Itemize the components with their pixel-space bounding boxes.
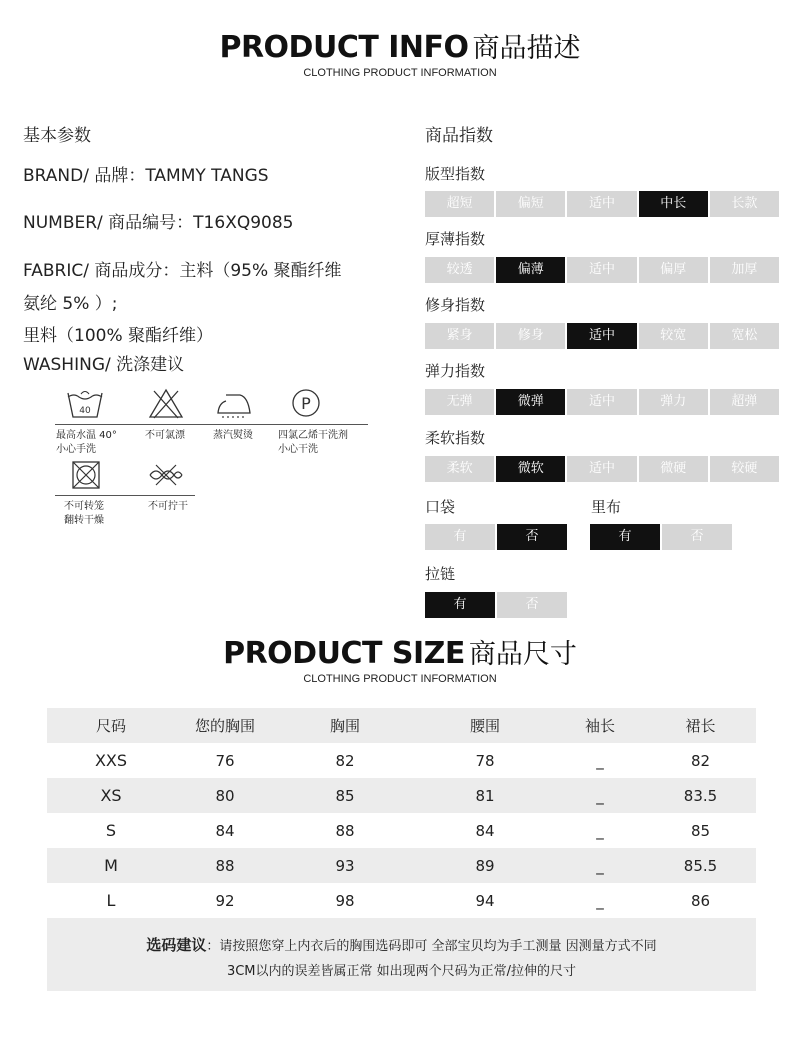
index-option: 微软 <box>496 456 567 482</box>
index-option: 否 <box>662 524 732 550</box>
index-option: 有 <box>425 524 497 550</box>
care-divider-2 <box>55 495 195 496</box>
index-option: 中长 <box>639 191 710 217</box>
zipper-title: 拉链 <box>425 565 456 583</box>
svg-text:P: P <box>301 394 311 413</box>
care-label-no-wring: 不可拧干 <box>148 501 188 512</box>
index-option: 微弹 <box>496 389 567 415</box>
table-row <box>47 778 756 813</box>
table-cell: 82 <box>690 751 711 770</box>
info-heading-title: PRODUCT INFO <box>219 30 469 65</box>
index-option: 否 <box>497 524 567 550</box>
table-cell: 88 <box>215 856 235 875</box>
care-label-wash: 最高水温 40° 小心手洗 <box>56 430 117 455</box>
index-option: 否 <box>497 592 567 618</box>
index-option: 紧身 <box>425 323 496 349</box>
index-option: 适中 <box>567 456 638 482</box>
index-bar-softness <box>425 456 779 482</box>
care-label-dry-clean: 四氯乙烯干洗剂 小心干洗 <box>278 430 348 455</box>
size-label-cell: XXS <box>94 751 128 770</box>
care-label-no-tumble: 不可转笼 翻转干燥 <box>64 501 104 526</box>
size-heading <box>0 632 800 685</box>
svg-text:40: 40 <box>79 406 91 416</box>
index-option: 微硬 <box>639 456 710 482</box>
table-cell: 82 <box>335 751 355 770</box>
size-advice <box>47 918 756 991</box>
table-cell: 78 <box>475 751 495 770</box>
table-cell: 84 <box>475 821 495 840</box>
size-advice-line-1 <box>47 934 756 955</box>
table-cell: 85 <box>690 821 711 840</box>
lining-bar <box>590 524 732 550</box>
number-text: NUMBER/ 商品编号：T16XQ9085 <box>23 213 294 233</box>
size-heading-cn: 商品尺寸 <box>468 639 577 670</box>
table-row <box>47 883 756 918</box>
index-bar-thickness <box>425 257 779 283</box>
index-option: 有 <box>590 524 662 550</box>
wash-40-icon <box>65 387 105 421</box>
size-advice-text-2: 3CM以内的误差皆属正常 如出现两个尺码为正常/拉伸的尺寸 <box>226 964 577 979</box>
brand-text: BRAND/ 品牌：TAMMY TANGS <box>23 166 269 186</box>
index-option: 柔软 <box>425 456 496 482</box>
care-label-steam: 蒸汽熨烫 <box>213 430 253 441</box>
index-option: 适中 <box>567 389 638 415</box>
zipper-bar <box>425 592 567 618</box>
index-option: 较硬 <box>710 456 779 482</box>
index-name-softness: 柔软指数 <box>425 429 486 447</box>
table-cell: 85 <box>335 786 355 805</box>
index-name-fit: 修身指数 <box>425 296 486 314</box>
no-tumble-dry-icon <box>65 459 105 493</box>
header-cell: 尺码 <box>95 717 126 735</box>
header-cell: 裙长 <box>685 717 716 735</box>
index-option: 弹力 <box>639 389 710 415</box>
table-row <box>47 813 756 848</box>
size-label-cell: M <box>104 856 118 875</box>
table-cell: _ <box>596 891 604 910</box>
table-cell: 89 <box>475 856 495 875</box>
index-bar-elasticity <box>425 389 779 415</box>
index-option: 超短 <box>425 191 496 217</box>
table-cell: _ <box>596 856 604 875</box>
table-cell: 81 <box>475 786 495 805</box>
index-option: 偏薄 <box>496 257 567 283</box>
info-heading-cn: 商品描述 <box>472 33 581 64</box>
basic-title: 基本参数 <box>23 126 91 146</box>
no-wring-icon <box>146 459 186 493</box>
index-option: 较宽 <box>639 323 710 349</box>
index-option: 加厚 <box>710 257 779 283</box>
index-option: 偏短 <box>496 191 567 217</box>
size-heading-title: PRODUCT SIZE <box>223 636 465 671</box>
index-name-thickness: 厚薄指数 <box>425 230 486 248</box>
size-table <box>47 708 756 918</box>
index-option: 有 <box>425 592 497 618</box>
table-cell: 76 <box>215 751 235 770</box>
table-cell: 85.5 <box>683 856 718 875</box>
index-option: 超弹 <box>710 389 779 415</box>
size-table-header <box>47 708 756 743</box>
care-label-no-bleach: 不可氯漂 <box>145 430 185 441</box>
pocket-title: 口袋 <box>425 498 456 516</box>
index-option: 长款 <box>710 191 779 217</box>
table-cell: 83.5 <box>683 786 718 805</box>
table-cell: 92 <box>215 891 235 910</box>
steam-iron-icon <box>214 387 254 421</box>
index-bar-length <box>425 191 779 217</box>
index-option: 适中 <box>567 257 638 283</box>
dry-clean-p-icon <box>286 387 326 421</box>
index-option: 适中 <box>567 323 638 349</box>
header-cell: 袖长 <box>584 717 615 735</box>
size-label-cell: XS <box>100 786 122 805</box>
size-advice-label: 选码建议 <box>146 936 207 954</box>
fabric-text-2: 氨纶 5% ）; <box>23 294 118 314</box>
index-option: 偏厚 <box>639 257 710 283</box>
size-advice-text-1: ：请按照您穿上内衣后的胸围选码即可 全部宝贝均为手工测量 因测量方式不同 <box>206 939 657 954</box>
table-row <box>47 743 756 778</box>
header-cell: 胸围 <box>329 717 360 735</box>
table-cell: 80 <box>215 786 235 805</box>
care-divider-1 <box>55 424 368 425</box>
index-option: 较透 <box>425 257 496 283</box>
pocket-bar <box>425 524 567 550</box>
index-option: 无弹 <box>425 389 496 415</box>
indices-title: 商品指数 <box>425 126 493 146</box>
index-option: 宽松 <box>710 323 779 349</box>
washing-title: WASHING/ 洗涤建议 <box>23 355 185 375</box>
info-heading <box>0 26 800 79</box>
table-cell: 88 <box>335 821 355 840</box>
table-cell: _ <box>596 786 604 805</box>
no-bleach-icon <box>146 387 186 421</box>
index-name-elasticity: 弹力指数 <box>425 362 486 380</box>
table-cell: 94 <box>475 891 495 910</box>
index-name-length: 版型指数 <box>425 165 486 183</box>
table-cell: 98 <box>335 891 355 910</box>
size-label-cell: L <box>106 891 116 910</box>
fabric-text-3: 里料（100% 聚酯纤维） <box>23 326 214 346</box>
index-option: 修身 <box>496 323 567 349</box>
info-heading-subtitle: CLOTHING PRODUCT INFORMATION <box>303 67 497 79</box>
fabric-text-1: FABRIC/ 商品成分：主料（95% 聚酯纤维 <box>23 261 342 281</box>
table-cell: _ <box>596 751 604 770</box>
table-cell: 93 <box>335 856 355 875</box>
size-heading-subtitle: CLOTHING PRODUCT INFORMATION <box>303 673 497 685</box>
header-cell: 您的胸围 <box>194 717 255 735</box>
index-option: 适中 <box>567 191 638 217</box>
table-row <box>47 848 756 883</box>
table-cell: _ <box>596 821 604 840</box>
table-cell: 86 <box>690 891 711 910</box>
index-bar-fit <box>425 323 779 349</box>
lining-title: 里布 <box>591 498 622 516</box>
size-label-cell: S <box>105 821 117 840</box>
header-cell: 腰围 <box>469 717 500 735</box>
table-cell: 84 <box>215 821 235 840</box>
